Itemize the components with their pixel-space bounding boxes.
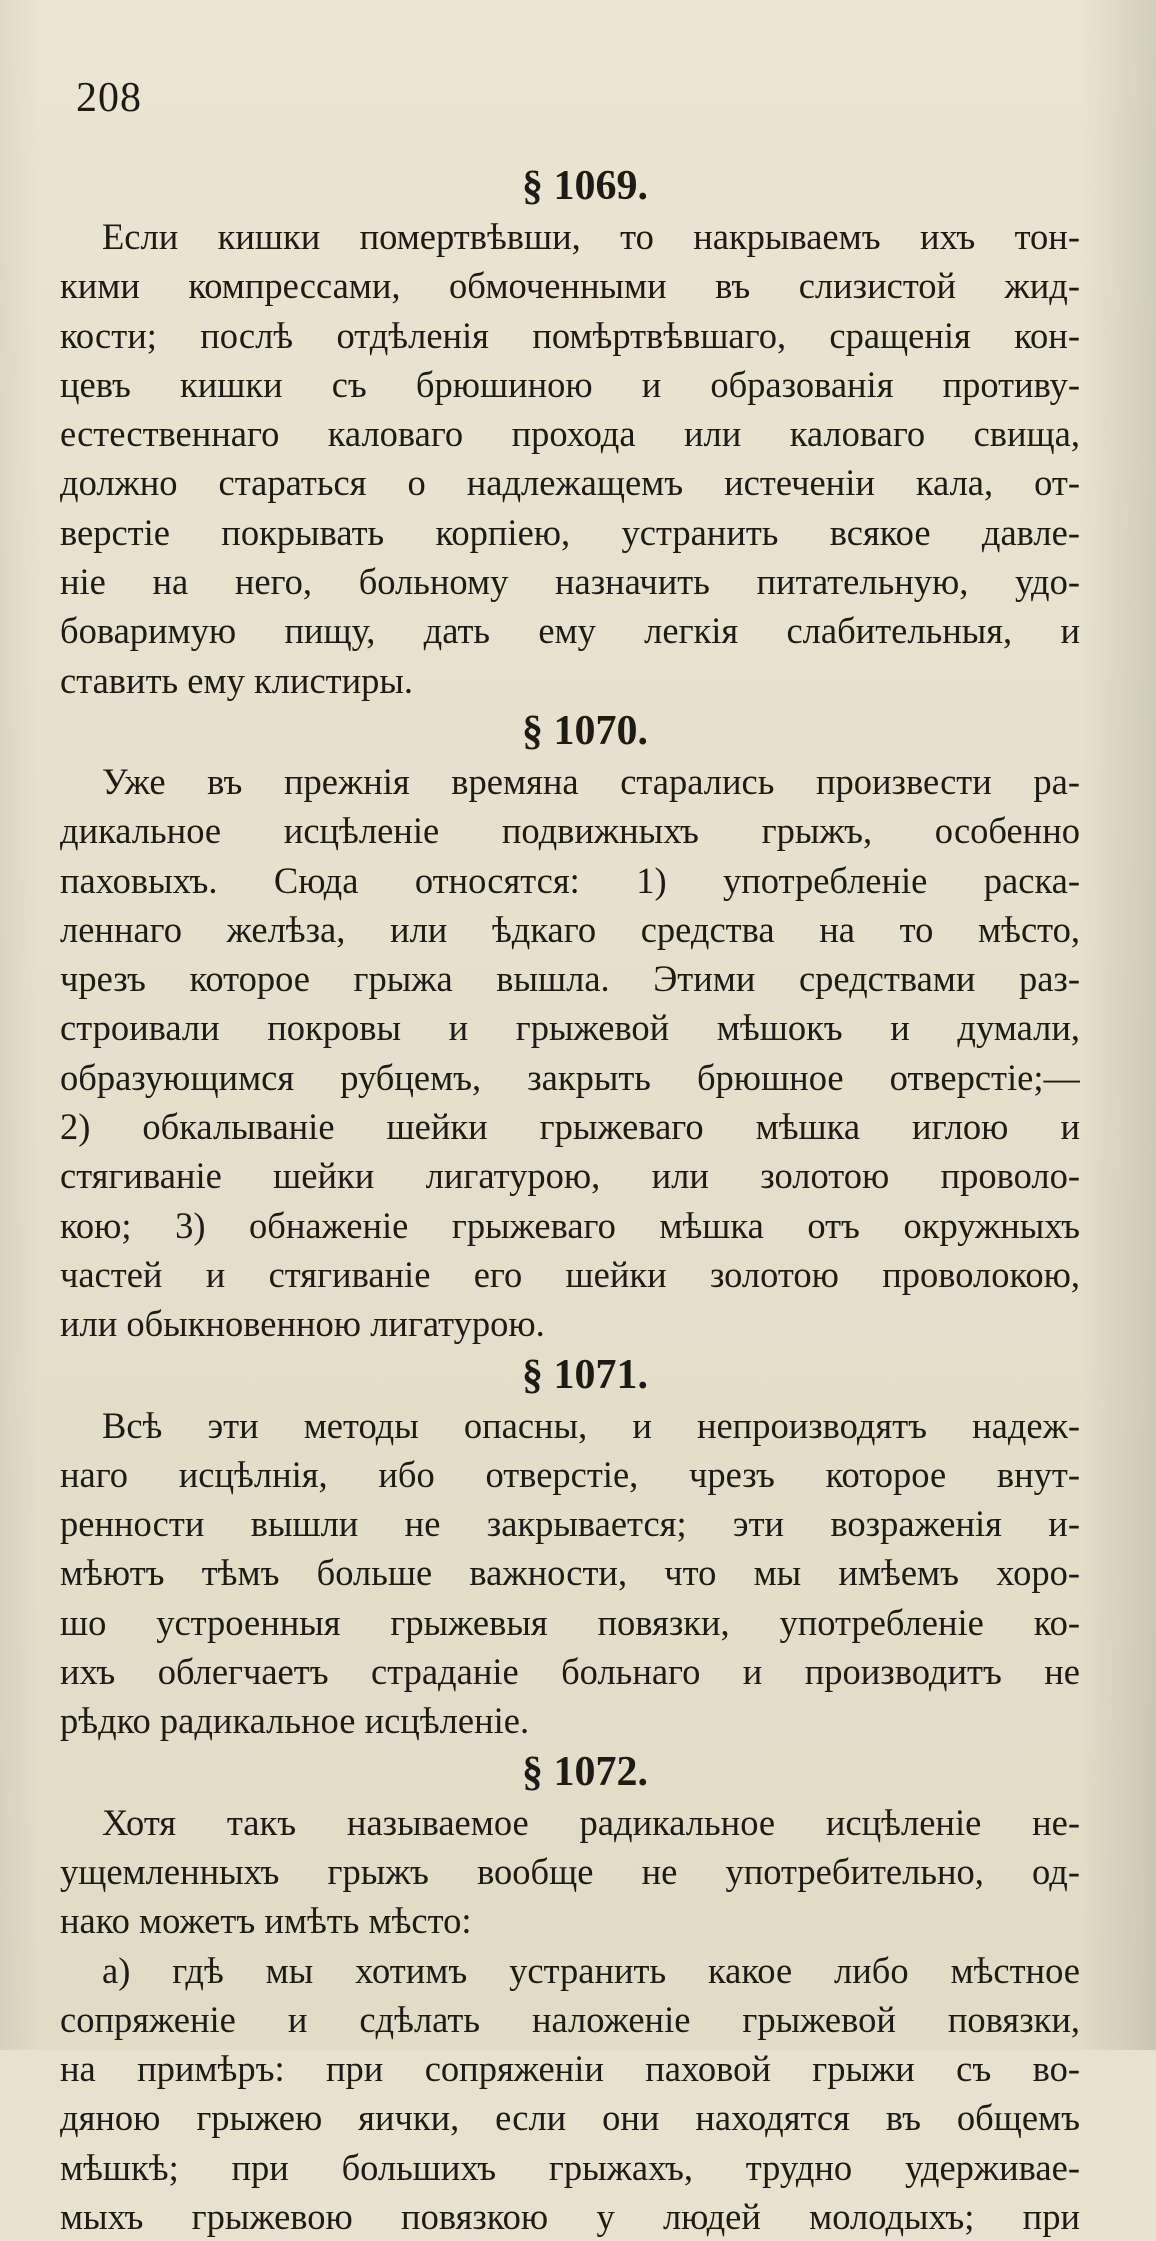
text-line: дикальное исцѣленіе подвижныхъ грыжъ, особенно [60,810,1080,852]
text-line: кими компрессами, обмоченными въ слизистой жид- [60,265,1080,307]
text-line: ренности вышли не закрывается; эти возраженія и- [60,1503,1080,1545]
text-line: паховыхъ. Сюда относятся: 1) употребленіе раска- [60,859,1080,901]
text-line: строивали покровы и грыжевой мѣшокъ и думали, [60,1007,1080,1049]
text-line: ихъ облегчаетъ страданіе больнаго и производитъ не [60,1651,1080,1693]
page-number: 208 [76,75,142,121]
paragraph [60,1798,1080,2241]
text-line: кости; послѣ отдѣленія помѣртвѣвшаго, сращенія кон- [60,314,1080,356]
text-line: Уже въ прежнія времяна старались произвести ра- [102,760,1080,802]
section-1071 [60,1349,1080,1746]
section-1070 [60,705,1080,1349]
paragraph [60,1401,1080,1746]
text-line: мѣшкѣ; при большихъ грыжахъ, трудно удерживае- [60,2146,1080,2188]
text-line: шо устроенныя грыжевыя повязки, употребленіе ко- [60,1601,1080,1643]
paragraph [60,757,1080,1349]
text-line: Если кишки помертвѣвши, то накрываемъ ихъ тон- [102,216,1080,257]
text-body [60,160,1080,2241]
text-line: сопряженіе и сдѣлать наложеніе грыжевой повязки, [60,1998,1080,2040]
text-line: Всѣ эти методы опасны, и непроизводятъ надеж- [102,1404,1080,1446]
text-line: должно стараться о надлежащемъ истеченіи кала, от- [60,462,1080,504]
text-line: ущемленныхъ грыжъ вообще не употребительно, од- [60,1850,1080,1892]
text-line: ніе на него, больному назначить питательную, удо- [60,561,1080,603]
text-line: a) гдѣ мы хотимъ устранить какое либо мѣстное [102,1949,1080,1991]
text-line: чрезъ которое грыжа вышла. Этими средствами раз- [60,958,1080,1000]
text-line: естественнаго каловаго прохода или каловаго свища, [60,413,1080,455]
text-line: леннаго желѣза, или ѣдкаго средства на то мѣсто, [60,908,1080,950]
text-line: 2) обкалываніе шейки грыжеваго мѣшка иглою и [60,1106,1080,1148]
text-line: образующимся рубцемъ, закрыть брюшное отверстіе;— [60,1056,1080,1098]
text-line: ставить ему клистиры. [60,659,414,701]
section-heading: § 1071. [522,1351,648,1398]
text-line: мыхъ грыжевою повязкою у людей молодыхъ; при [60,2195,1080,2237]
text-line: стягиваніе шейки лигатурою, или золотою проволо- [60,1155,1080,1197]
text-line: боваримую пищу, дать ему легкія слабительныя, и [60,610,1080,652]
text-line: цевъ кишки съ брюшиною и образованія противу- [60,363,1080,405]
text-line: наго исцѣлнія, ибо отверстіе, чрезъ которое внут- [60,1453,1080,1495]
text-line: частей и стягиваніе его шейки золотою проволокою, [60,1253,1080,1295]
text-line: на примѣръ: при сопряженіи паховой грыжи съ во- [60,2048,1080,2090]
text-line: верстіе покрывать корпіею, устранить всякое давле- [60,511,1080,553]
text-line: или обыкновенною лигатурою. [60,1303,545,1345]
section-heading: § 1070. [522,707,648,754]
text-line: кою; 3) обнаженіе грыжеваго мѣшка отъ окружныхъ [60,1204,1080,1246]
text-line: Хотя такъ называемое радикальное исцѣленіе не- [102,1801,1080,1843]
text-line: дяною грыжею яички, если они находятся въ общемъ [60,2097,1080,2139]
section-heading: § 1072. [522,1748,648,1795]
text-line: рѣдко радикальное исцѣленіе. [60,1700,530,1742]
section-heading: § 1069. [522,163,648,209]
section-1072 [60,1746,1080,2241]
section-1069 [60,160,1080,705]
text-line: нако можетъ имѣть мѣсто: [60,1900,472,1942]
paragraph [60,212,1080,705]
text-line: мѣютъ тѣмъ больше важности, что мы имѣемъ хоро- [60,1552,1080,1594]
